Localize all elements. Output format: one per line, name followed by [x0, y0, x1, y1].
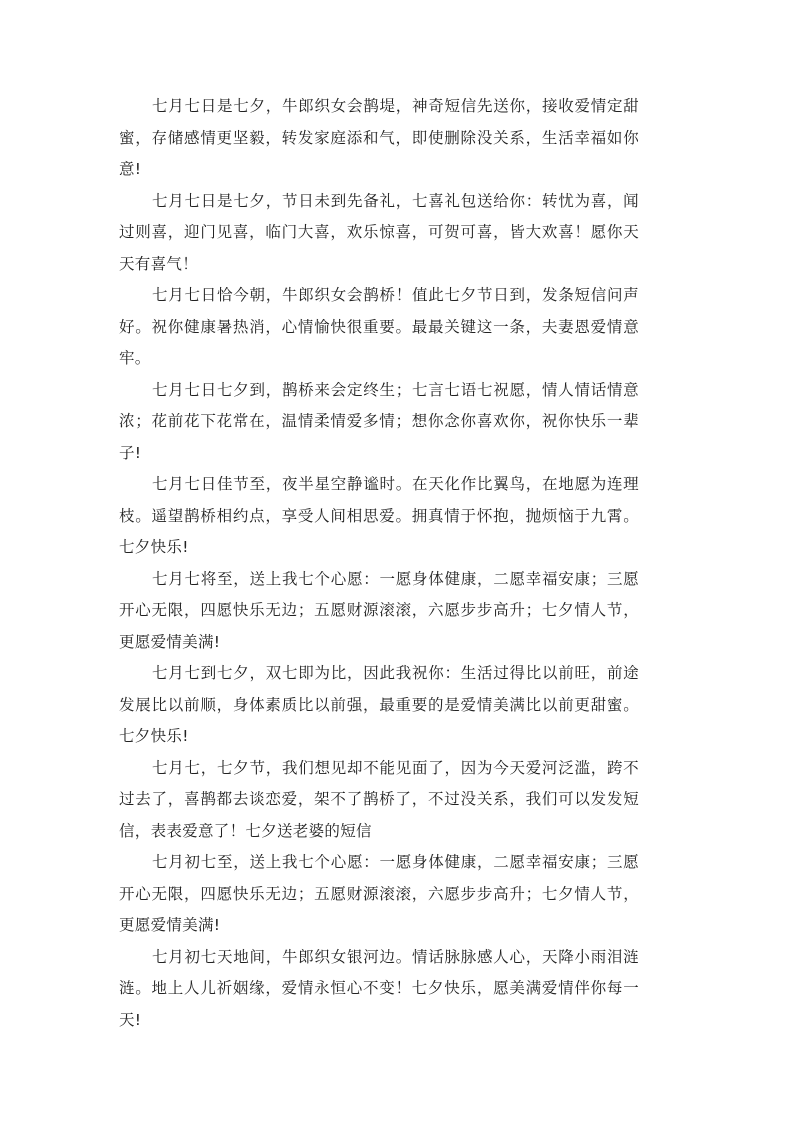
- paragraph-8: 七月七，七夕节，我们想见却不能见面了，因为今天爱河泛滥，跨不过去了，喜鹊都去谈恋爱，架不了鹊桥了，不过没关系，我们可以发发短信，表表爱意了！七夕送老婆的短信: [119, 758, 639, 840]
- paragraph-2: 七月七日是七夕，节日未到先备礼，七喜礼包送给你：转忧为喜，闻过则喜，迎门见喜，临门大喜，欢乐惊喜，可贺可喜，皆大欢喜！愿你天天有喜气！: [119, 191, 639, 273]
- paragraph-9: 七月初七至，送上我七个心愿：一愿身体健康，二愿幸福安康；三愿开心无限，四愿快乐无边；五愿财源滚滚，六愿步步高升；七夕情人节，更愿爱情美满!: [119, 853, 639, 934]
- paragraph-7: 七月七到七夕，双七即为比，因此我祝你：生活过得比以前旺，前途发展比以前顺，身体素质比以前强，最重要的是爱情美满比以前更甜蜜。七夕快乐!: [119, 664, 639, 745]
- paragraph-1: 七月七日是七夕，牛郎织女会鹊堤，神奇短信先送你，接收爱情定甜蜜，存储感情更坚毅，转发家庭添和气，即使删除没关系，生活幸福如你意!: [119, 97, 639, 178]
- paragraph-3: 七月七日恰今朝，牛郎织女会鹊桥！值此七夕节日到，发条短信问声好。祝你健康暑热消，心情愉快很重要。最最关键这一条，夫妻恩爱情意牢。: [119, 286, 639, 367]
- paragraph-4: 七月七日七夕到，鹊桥来会定终生；七言七语七祝愿，情人情话情意浓；花前花下花常在，温情柔情爱多情；想你念你喜欢你，祝你快乐一辈子!: [119, 380, 639, 462]
- paragraph-10: 七月初七天地间，牛郎织女银河边。情话脉脉感人心，天降小雨泪涟涟。地上人儿祈姻缘，爱情永恒心不变！七夕快乐，愿美满爱情伴你每一天!: [119, 947, 639, 1029]
- paragraph-5: 七月七日佳节至，夜半星空静谧时。在天化作比翼鸟，在地愿为连理枝。遥望鹊桥相约点，享受人间相思爱。拥真情于怀抱，抛烦恼于九霄。七夕快乐!: [119, 475, 639, 556]
- paragraph-6: 七月七将至，送上我七个心愿：一愿身体健康，二愿幸福安康；三愿开心无限，四愿快乐无边；五愿财源滚滚，六愿步步高升；七夕情人节，更愿爱情美满!: [119, 569, 639, 651]
- document-page: [119, 91, 639, 1036]
